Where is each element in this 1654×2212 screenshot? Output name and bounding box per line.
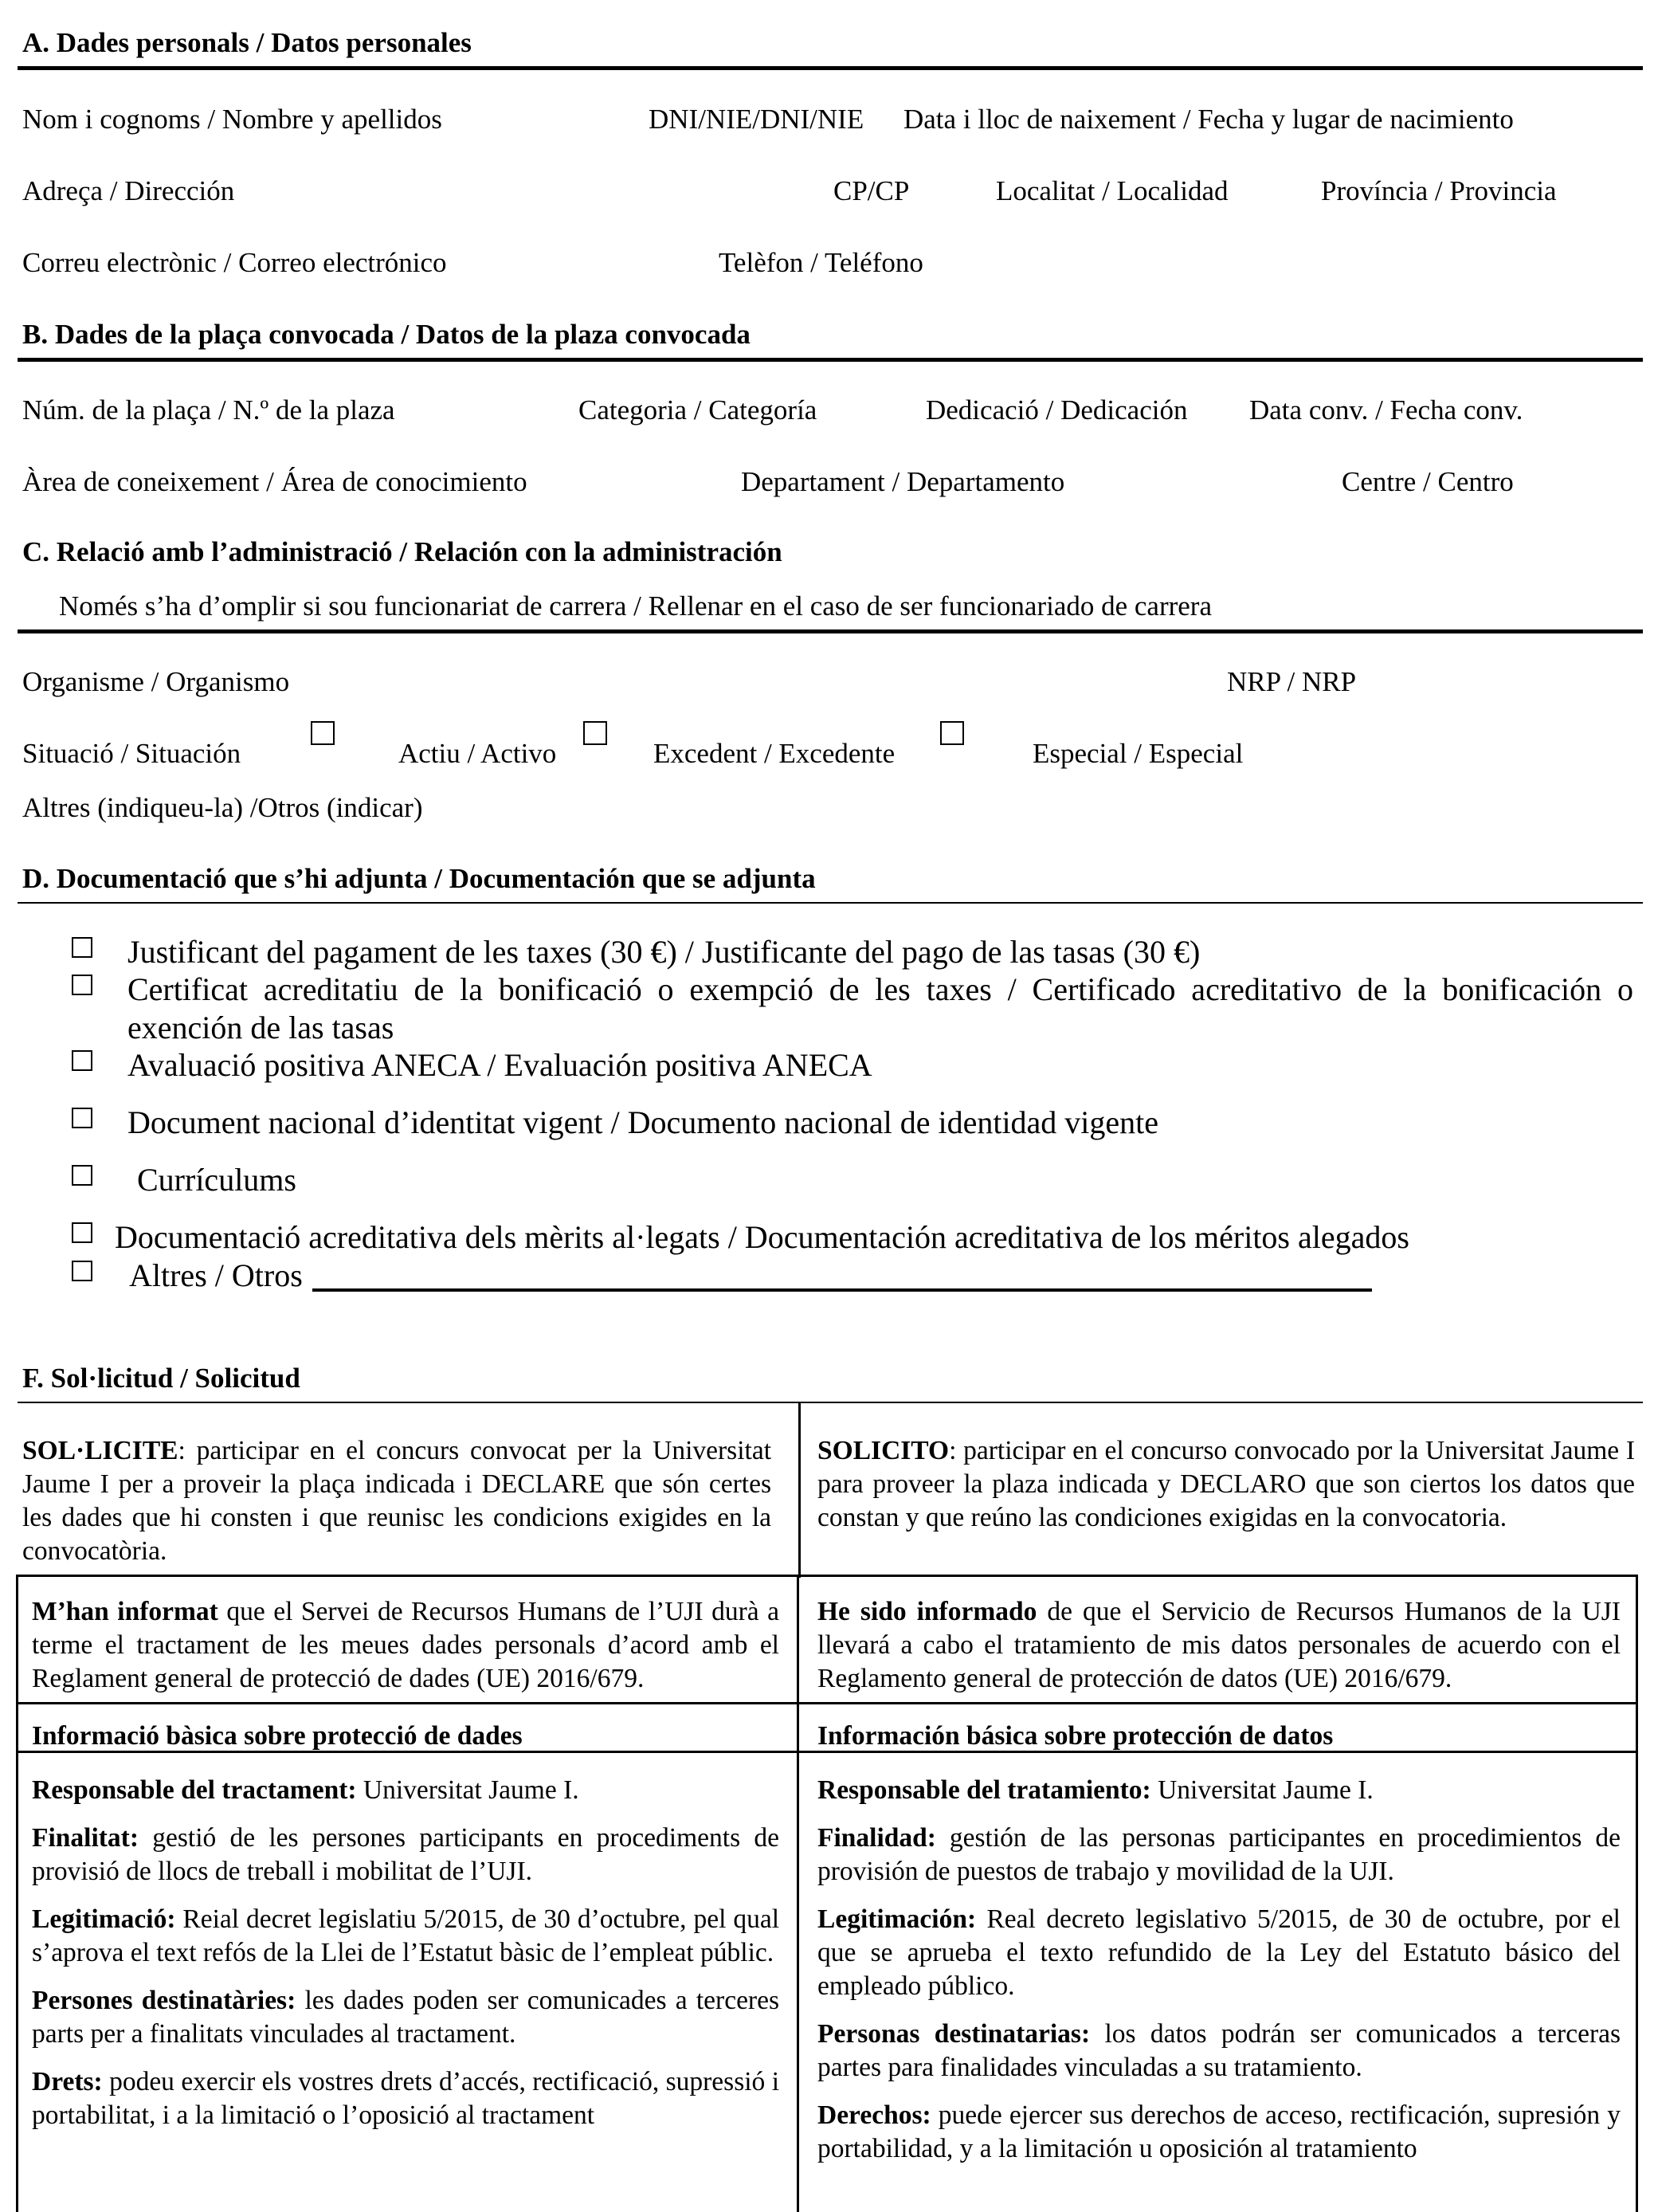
responsible-ca-bold: Responsable del tractament:: [32, 1775, 357, 1805]
doc-checkbox-id[interactable]: [72, 1108, 92, 1128]
recipients-ca-text: les dades poden ser comunicades a terceres parts per a finalitats vinculades al tractament.: [32, 1986, 779, 2049]
category-label: Categoria / Categoría: [578, 394, 817, 426]
section-d-title: D. Documentació que s’hi adjunta / Documentación que se adjunta: [22, 863, 816, 894]
informed-es-text: de que el Servicio de Recursos Humanos de la UJI llevará a cabo el tratamiento de mis datos personales de acuerdo con el Reglamento general de protección de datos (UE) 2016/679.: [817, 1597, 1621, 1693]
section-f-title: F. Sol·licitud / Solicitud: [22, 1363, 300, 1394]
purpose-es-bold: Finalidad:: [817, 1823, 936, 1853]
doc-item-id: Document nacional d’identitat vigent / Documento nacional de identidad vigente: [127, 1104, 1159, 1140]
rights-es-bold: Derechos:: [817, 2100, 931, 2130]
rights-es-text: puede ejercer sus derechos de acceso, rectificación, supresión y portabilidad, y a la limitación u oposición al tratamiento: [817, 2100, 1621, 2163]
name-label: Nom i cognoms / Nombre y apellidos: [22, 104, 442, 135]
active-checkbox[interactable]: [583, 721, 607, 745]
purpose-es-text: gestión de las personas participantes en procedimientos de provisión de puestos de trabajo y movilidad de la UJI.: [817, 1823, 1621, 1886]
informed-es-bold: He sido informado: [817, 1597, 1037, 1626]
section-f-rule: [18, 1402, 1643, 1403]
section-c-rule: [18, 629, 1643, 633]
request-es-bold: SOLICITO: [817, 1436, 950, 1465]
doc-checkbox-others[interactable]: [72, 1261, 92, 1281]
basic-info-ca: Informació bàsica sobre protecció de dades: [32, 1721, 523, 1751]
excedent-label: Excedent / Excedente: [653, 738, 896, 769]
situation-label: Situació / Situación: [22, 738, 241, 769]
section-b-rule: [18, 358, 1643, 362]
active-label: Actiu / Activo: [398, 738, 557, 769]
dedication-label: Dedicació / Dedicación: [926, 394, 1188, 426]
section-b-title: B. Dades de la plaça convocada / Datos de la plaza convocada: [22, 319, 751, 350]
legit-ca-bold: Legitimació:: [32, 1904, 176, 1934]
cp-label: CP/CP: [833, 175, 910, 206]
doc-item-exemption: Certificat acreditatiu de la bonificació o exempció de les taxes / Certificado acreditativo de la bonificación o: [127, 971, 1633, 1007]
table-line-1: [16, 1575, 1638, 1577]
special-label: Especial / Especial: [1033, 738, 1244, 769]
purpose-ca-text: gestió de les persones participants en procediments de provisió de llocs de treball i mobilitat de l’UJI.: [32, 1823, 779, 1886]
rights-ca-text: podeu exercir els vostres drets d’accés, rectificació, supressió i portabilitat, i a la limitació o l’oposició al tractament: [32, 2067, 779, 2130]
email-label: Correu electrònic / Correo electrónico: [22, 247, 447, 278]
doc-checkbox-fee[interactable]: [72, 937, 92, 958]
section-a-rule: [18, 66, 1643, 70]
legit-es-text: Real decreto legislativo 5/2015, de 30 de octubre, por el que se aprueba el texto refundido de la Ley del Estatuto básico del empleado público.: [817, 1904, 1621, 2001]
legit-ca-text: Reial decret legislatiu 5/2015, de 30 d’octubre, pel qual s’aprova el text refós de la Llei de l’Estatut bàsic de l’empleat públic.: [32, 1904, 779, 1967]
recipients-ca-bold: Persones destinatàries:: [32, 1986, 296, 2015]
details-es: [817, 1774, 1621, 2166]
recipients-es-text: los datos podrán ser comunicados a terceras partes para finalidades vinculadas a su tratamiento.: [817, 2019, 1621, 2082]
table-border-right: [1636, 1575, 1638, 2212]
section-c-note: Només s’ha d’omplir si sou funcionariat de carrera / Rellenar en el caso de ser funcionariado de carrera: [59, 590, 1212, 622]
table-border-left: [16, 1575, 18, 2212]
section-c-title: C. Relació amb l’administració / Relación con la administración: [22, 536, 782, 567]
excedent-checkbox[interactable]: [940, 721, 964, 745]
request-es: [817, 1434, 1635, 1535]
recipients-es-bold: Personas destinatarias:: [817, 2019, 1091, 2049]
basic-info-es: Información básica sobre protección de datos: [817, 1721, 1334, 1751]
request-es-text: : participar en el concurso convocado por la Universitat Jaume I para proveer la plaza indicada y DECLARO que son ciertos los datos que constan y que reúno las condiciones exigidas en la convocatoria.: [817, 1436, 1635, 1532]
doc-checkbox-exemption[interactable]: [72, 975, 92, 995]
table-divider-top: [798, 1402, 801, 1578]
phone-label: Telèfon / Teléfono: [719, 247, 923, 278]
rights-ca-bold: Drets:: [32, 2067, 103, 2096]
legit-es-bold: Legitimación:: [817, 1904, 977, 1934]
doc-item-merits: Documentació acreditativa dels mèrits al·legats / Documentación acreditativa de los méritos alegados: [115, 1219, 1409, 1255]
table-divider: [797, 1575, 799, 2212]
doc-checkbox-merits[interactable]: [72, 1222, 92, 1243]
section-d-rule: [18, 902, 1643, 904]
organism-label: Organisme / Organismo: [22, 666, 290, 697]
doc-item-others: Altres / Otros: [129, 1257, 303, 1293]
section-a-title: A. Dades personals / Datos personales: [22, 27, 472, 58]
doc-item-aneca: Avaluació positiva ANECA / Evaluación positiva ANECA: [127, 1047, 872, 1083]
others-label: Altres (indiqueu-la) /Otros (indicar): [22, 792, 423, 823]
others-input-line[interactable]: [312, 1288, 1372, 1292]
doc-checkbox-cv[interactable]: [72, 1165, 92, 1186]
doc-item-fee: Justificant del pagament de les taxes (30 €) / Justificante del pago de las tasas (30 €): [127, 934, 1201, 970]
responsible-es-bold: Responsable del tratamiento:: [817, 1775, 1151, 1805]
doc-item-exemption-cont: exención de las tasas: [127, 1010, 394, 1045]
informed-ca-text: que el Servei de Recursos Humans de l’UJI durà a terme el tractament de les meues dades personals d’acord amb el Reglament general de protecció de dades (UE) 2016/679.: [32, 1597, 780, 1693]
purpose-ca-bold: Finalitat:: [32, 1823, 139, 1853]
informed-ca: [32, 1595, 779, 1696]
place-number-label: Núm. de la plaça / N.º de la plaza: [22, 394, 395, 426]
table-line-2: [16, 1702, 1638, 1704]
department-label: Departament / Departamento: [741, 466, 1065, 497]
centre-label: Centre / Centro: [1342, 466, 1514, 497]
doc-item-cv: Currículums: [137, 1162, 296, 1198]
dni-label: DNI/NIE/DNI/NIE: [649, 104, 864, 135]
address-label: Adreça / Dirección: [22, 175, 235, 206]
request-ca: [22, 1434, 771, 1568]
nrp-label: NRP / NRP: [1227, 666, 1357, 697]
informed-ca-bold: M’han informat: [32, 1597, 218, 1626]
details-ca: [32, 1774, 779, 2132]
responsible-es-text: Universitat Jaume I.: [1150, 1775, 1374, 1805]
informed-es: [817, 1595, 1621, 1696]
request-ca-text: : participar en el concurs convocat per la Universitat Jaume I per a proveir la plaça indicada i DECLARE que són certes les dades que hi consten i que reunisc les condicions exigides en la convocatòria.: [22, 1436, 771, 1566]
locality-label: Localitat / Localidad: [996, 175, 1229, 206]
conv-date-label: Data conv. / Fecha conv.: [1249, 394, 1523, 426]
situation-checkbox[interactable]: [311, 721, 335, 745]
request-ca-bold: SOL·LICITE: [22, 1436, 178, 1465]
birth-label: Data i lloc de naixement / Fecha y lugar de nacimiento: [903, 104, 1514, 135]
responsible-ca-text: Universitat Jaume I.: [356, 1775, 579, 1805]
doc-checkbox-aneca[interactable]: [72, 1050, 92, 1071]
province-label: Província / Provincia: [1321, 175, 1557, 206]
area-label: Àrea de coneixement / Área de conocimiento: [22, 466, 527, 497]
